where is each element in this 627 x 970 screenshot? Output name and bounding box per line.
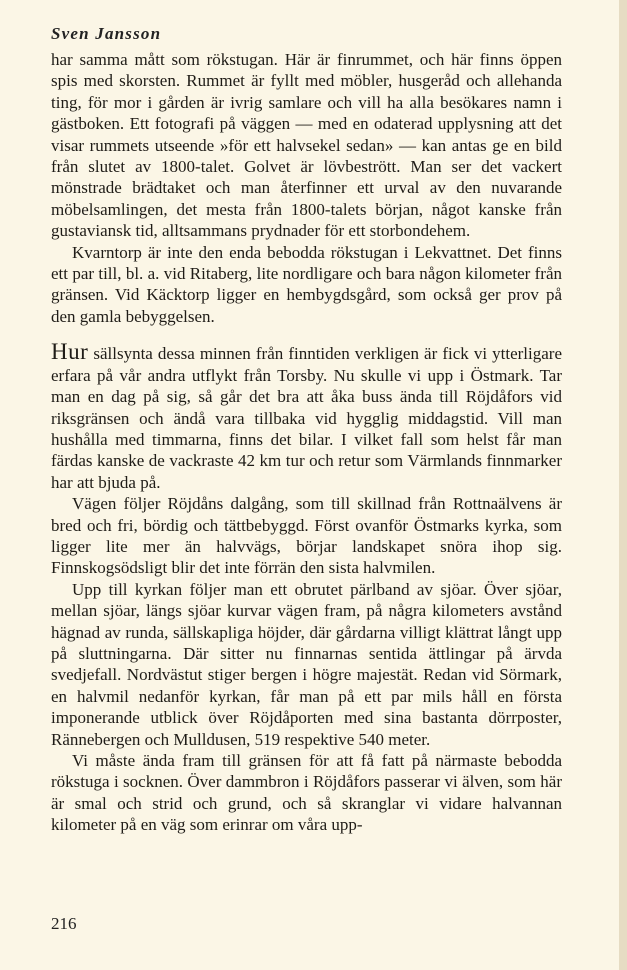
paragraph-5: Upp till kyrkan följer man ett obrutet pärlband av sjöar. Över sjöar, mellan sjöar, längs sjöar kurvar vägen fram, på några kilometers avstånd hägnad av runda, sällskapliga höjder, där gårdarna villigt klättrat långt upp på sluttningarna. Där sitter nu finnarnas sentida ättlingar på ärvda svedjefall. Nordvästut stiger bergen i högre majestät. Redan vid Sörmark, en halvmil nedanför kyrkan, får man på ett par mils håll en första imponerande utblick över Röjdåporten med sina bastanta dörrposter, Rännebergen och Mulldusen, 519 respektive 540 meter. [51,579,562,749]
page-number: 216 [51,914,77,933]
paragraph-4: Vägen följer Röjdåns dalgång, som till skillnad från Rottnaälvens är bred och fri, bördig och tättbebyggd. Först ovanför Östmarks kyrka, som ligger lite mer än halvvägs, börjar landskapet snöra ihop sig. Finnskogsödsligt blir det inte förrän den sista halvmilen. [51,494,562,578]
paragraph-3 [51,339,562,493]
running-header-author: Sven Jansson [51,24,162,43]
paragraph-1: har samma mått som rökstugan. Här är finrummet, och här finns öppen spis med skorsten. Rummet är fyllt med möbler, husgeråd och allehanda ting, för mor i gården är ivrig samlare och vill ha alla besökares namn i gästboken. Ett fotografi på väggen — med en odaterad upplysning att det visar rummets utseende »för ett halvsekel sedan» — kan antas ge en bild från slutet av 1800-talet. Golvet är lövbestrött. Man ser det vackert mönstrade brädtaket och man återfinner ett urval av den nuvarande möbelsamlingen, det mesta från 1800-talets början, något kanske från gustaviansk tid, alltsammans prydnader för ett storbondehem. [51,50,562,241]
body-text [51,49,562,836]
paragraph-2: Kvarntorp är inte den enda bebodda rökstugan i Lekvattnet. Det finns ett par till, bl. a. vid Ritaberg, lite nordligare och bara någon kilometer från gränsen. Vid Käcktorp ligger en hembygdsgård, som också ger prov på den gamla bebyggelsen. [51,242,562,326]
page-edge [619,0,627,970]
section-initial: Hur [51,339,89,365]
paragraph-6: Vi måste ända fram till gränsen för att få fatt på närmaste bebodda rökstuga i socknen. Över dammbron i Röjdåfors passerar vi älven, som här är smal och strid och grund, och så skranglar vi vidare halvannan kilometer på en väg som erinrar om våra upp- [51,751,562,835]
paragraph-3-text: sällsynta dessa minnen från finntiden verkligen är fick vi ytterligare erfara på vår andra utflykt från Torsby. Nu skulle vi upp i Östmark. Tar man en dag på sig, så går det bra att åka buss ända till Röjdåfors vid riksgränsen och ändå vara tillbaka vid hygglig middagstid. Vill man hushålla med timmarna, finns det bilar. I vilket fall som helst får man färdas kanske de vackraste 42 km tur och retur som Värmlands finnmarker har att bjuda på. [51,344,562,492]
